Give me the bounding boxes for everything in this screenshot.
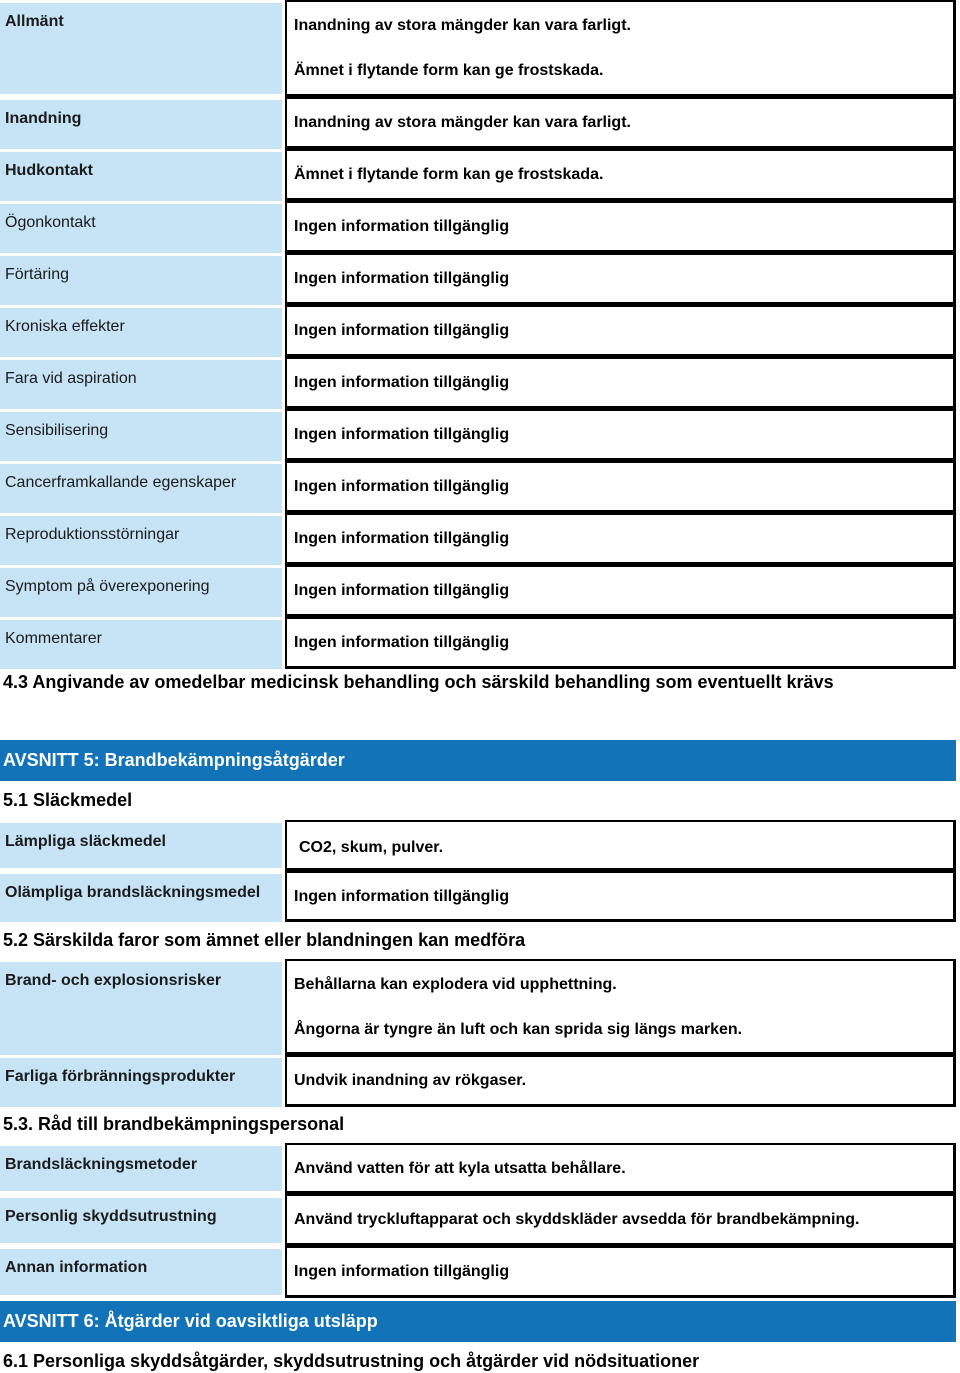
row-label-fortaring: Förtäring (0, 256, 282, 305)
row-value-reproduktionsstorningar (285, 513, 956, 565)
row-label-kommentarer: Kommentarer (0, 620, 282, 669)
row-label-lampliga-slackmedel: Lämpliga släckmedel (0, 823, 282, 868)
row-value-forbranningsprodukter (285, 1055, 956, 1107)
value-line: Ingen information tillgänglig (294, 634, 510, 651)
row-value-olampliga (285, 871, 956, 922)
value-line: Inandning av stora mängder kan vara farligt. (294, 114, 631, 131)
row-label-symptom: Symptom på överexponering (0, 568, 282, 617)
row-label-fara-vid-aspiration: Fara vid aspiration (0, 360, 282, 409)
row-label-personlig-skyddsutrustning: Personlig skyddsutrustning (0, 1198, 282, 1243)
value-line: Ingen information tillgänglig (294, 530, 510, 547)
row-value-hudkontakt (285, 149, 956, 201)
heading-5-1: 5.1 Släckmedel (3, 790, 133, 810)
row-label-sensibilisering: Sensibilisering (0, 412, 282, 461)
row-label-brand-explosionsrisker: Brand- och explosionsrisker (0, 962, 282, 1055)
value-line: Ingen information tillgänglig (294, 270, 510, 287)
row-value-lampliga-slackmedel (285, 820, 956, 871)
row-value-annan-information (285, 1246, 956, 1298)
row-value-fara-vid-aspiration (285, 357, 956, 409)
row-value-kroniska-effekter (285, 305, 956, 357)
value-line: Ämnet i flytande form kan ge frostskada. (294, 62, 604, 79)
row-label-allmant: Allmänt (0, 3, 282, 94)
row-value-brandslackningsmetoder (285, 1143, 956, 1194)
row-label-reproduktionsstorningar: Reproduktionsstörningar (0, 516, 282, 565)
value-line: Undvik inandning av rökgaser. (294, 1072, 527, 1089)
value-line: CO2, skum, pulver. (299, 839, 444, 856)
row-value-allmant (285, 0, 956, 97)
heading-5-2: 5.2 Särskilda faror som ämnet eller blandningen kan medföra (3, 930, 526, 950)
row-label-olampliga: Olämpliga brandsläckningsmedel (0, 874, 282, 922)
row-label-annan-information: Annan information (0, 1249, 282, 1295)
value-line: Ångorna är tyngre än luft och kan sprida sig längs marken. (294, 1021, 743, 1038)
section-6-band: AVSNITT 6: Åtgärder vid oavsiktliga utsläpp (0, 1301, 956, 1342)
value-line: Använd tryckluftapparat och skyddskläder avsedda för brandbekämpning. (294, 1211, 860, 1228)
row-value-kommentarer (285, 617, 956, 669)
value-line: Ingen information tillgänglig (294, 426, 510, 443)
value-line: Ingen information tillgänglig (294, 322, 510, 339)
value-line: Ingen information tillgänglig (294, 888, 510, 905)
row-value-symptom (285, 565, 956, 617)
value-line: Inandning av stora mängder kan vara farligt. (294, 17, 631, 34)
row-value-sensibilisering (285, 409, 956, 461)
row-label-ogonkontakt: Ögonkontakt (0, 204, 282, 253)
row-value-inandning (285, 97, 956, 149)
value-line: Ingen information tillgänglig (294, 478, 510, 495)
row-label-cancerframkallande: Cancerframkallande egenskaper (0, 464, 282, 513)
value-line: Använd vatten för att kyla utsatta behållare. (294, 1160, 626, 1177)
section-5-band: AVSNITT 5: Brandbekämpningsåtgärder (0, 740, 956, 781)
row-label-hudkontakt: Hudkontakt (0, 152, 282, 201)
row-label-kroniska-effekter: Kroniska effekter (0, 308, 282, 357)
row-value-ogonkontakt (285, 201, 956, 253)
value-line: Ämnet i flytande form kan ge frostskada. (294, 166, 604, 183)
row-label-forbranningsprodukter: Farliga förbränningsprodukter (0, 1058, 282, 1107)
value-line: Ingen information tillgänglig (294, 1263, 510, 1280)
row-value-personlig-skyddsutrustning (285, 1194, 956, 1246)
row-label-brandslackningsmetoder: Brandsläckningsmetoder (0, 1146, 282, 1191)
value-line: Ingen information tillgänglig (294, 582, 510, 599)
heading-4-3: 4.3 Angivande av omedelbar medicinsk behandling och särskild behandling som eventuellt krävs (3, 672, 834, 692)
value-line: Ingen information tillgänglig (294, 374, 510, 391)
row-value-brand-explosionsrisker (285, 959, 956, 1055)
value-line: Ingen information tillgänglig (294, 218, 510, 235)
row-value-fortaring (285, 253, 956, 305)
row-label-inandning: Inandning (0, 100, 282, 149)
value-line: Behållarna kan explodera vid upphettning. (294, 976, 617, 993)
heading-5-3: 5.3. Råd till brandbekämpningspersonal (3, 1114, 345, 1134)
row-value-cancerframkallande (285, 461, 956, 513)
heading-6-1: 6.1 Personliga skyddsåtgärder, skyddsutrustning och åtgärder vid nödsituationer (3, 1351, 700, 1371)
